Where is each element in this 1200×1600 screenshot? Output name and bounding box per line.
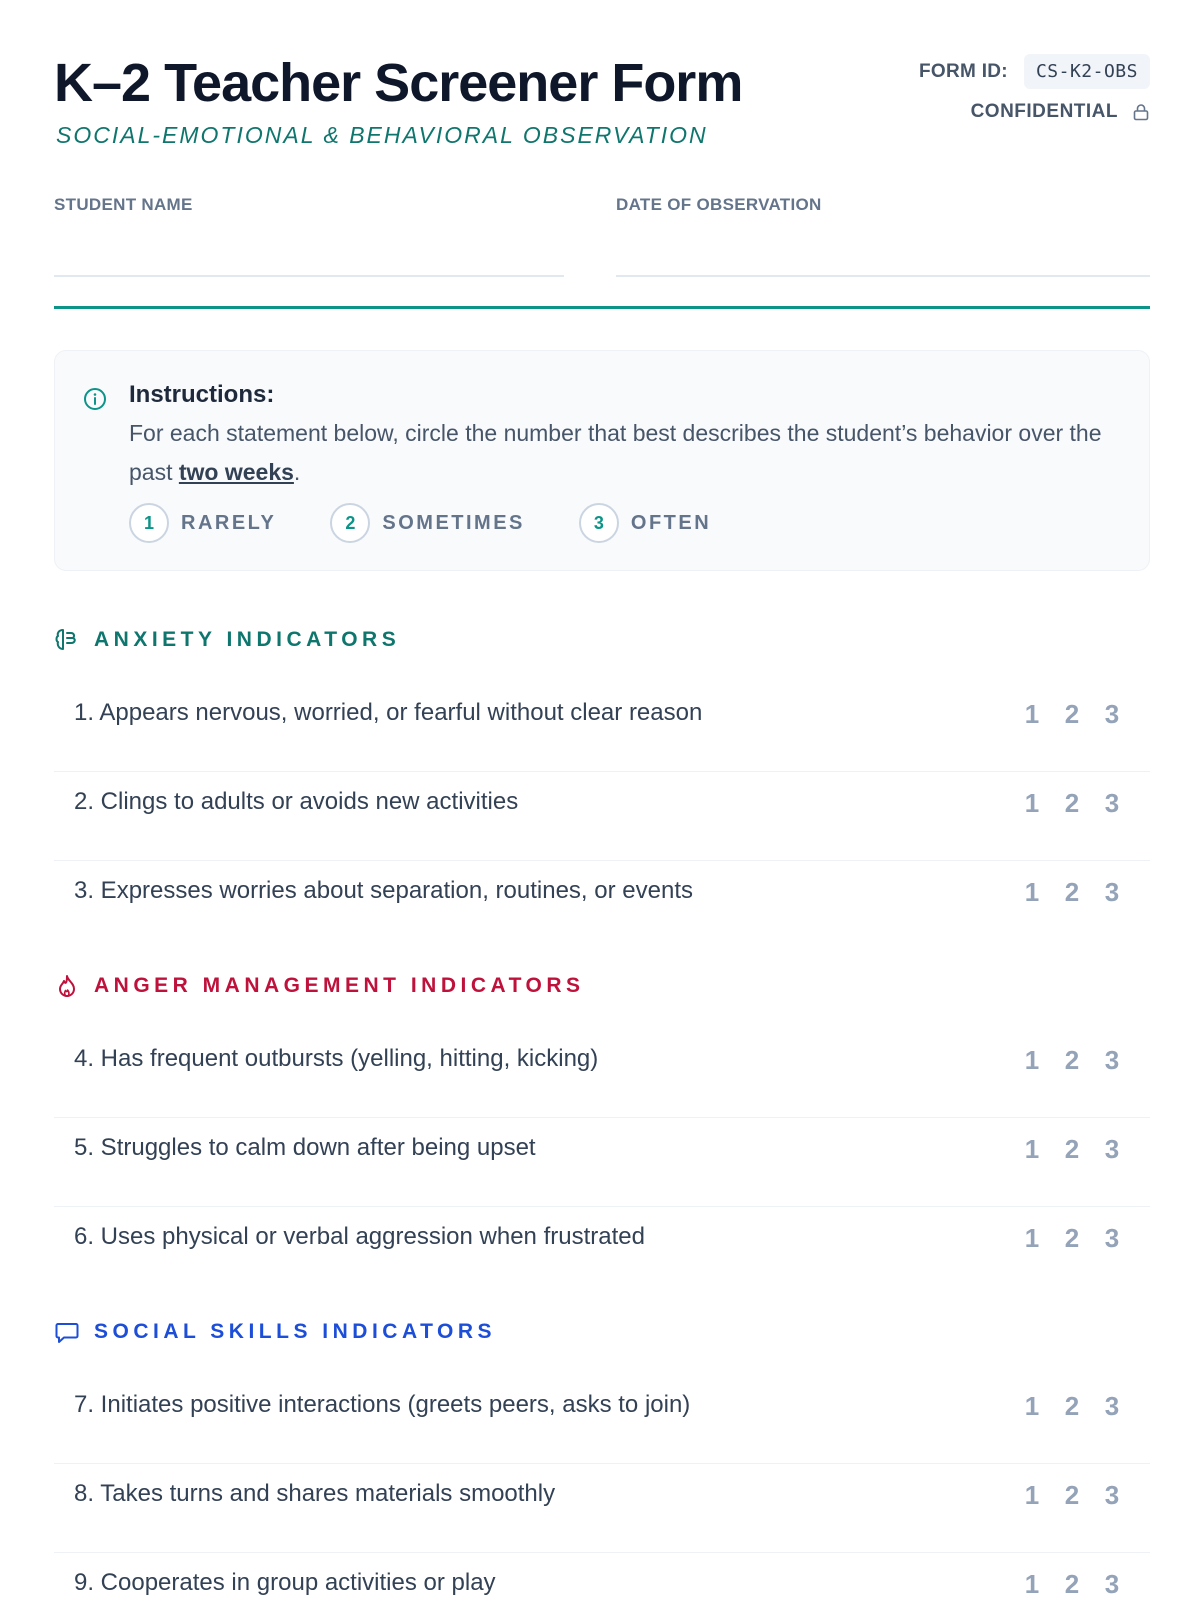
student-name-field[interactable] — [54, 195, 564, 215]
form-id-value: CS-K2-OBS — [1024, 54, 1150, 89]
question-text: 3. Expresses worries about separation, routines, or events — [74, 877, 693, 904]
instructions-title: Instructions: — [129, 381, 275, 408]
brain-icon — [54, 627, 80, 653]
scale-label: OFTEN — [630, 511, 712, 534]
rating-options — [1012, 877, 1132, 908]
rating-options — [1012, 788, 1132, 819]
rating-2[interactable]: 2 — [1064, 788, 1080, 818]
confidential-label: CONFIDENTIAL — [970, 101, 1118, 122]
question-text: 8. Takes turns and shares materials smoothly — [74, 1480, 556, 1507]
page-subtitle: SOCIAL-EMOTIONAL & BEHAVIORAL OBSERVATION — [56, 122, 708, 148]
question-row — [54, 1207, 1150, 1295]
lock-icon — [1132, 103, 1150, 121]
question-row — [54, 1118, 1150, 1207]
section-title: ANGER MANAGEMENT INDICATORS — [94, 974, 585, 997]
question-row — [54, 683, 1150, 772]
rating-3[interactable]: 3 — [1104, 1569, 1120, 1599]
rating-3[interactable]: 3 — [1104, 1391, 1120, 1421]
section-header-social — [54, 1319, 496, 1345]
rating-3[interactable]: 3 — [1104, 699, 1120, 729]
scale-item-rarely — [129, 503, 276, 543]
rating-options — [1012, 1223, 1132, 1254]
question-row — [54, 861, 1150, 949]
question-row — [54, 1464, 1150, 1553]
rating-options — [1012, 1569, 1132, 1600]
chat-bubble-icon — [54, 1319, 80, 1345]
scale-item-often — [579, 503, 711, 543]
question-row — [54, 1553, 1150, 1600]
rating-2[interactable]: 2 — [1064, 1223, 1080, 1253]
question-text: 1. Appears nervous, worried, or fearful without clear reason — [74, 699, 703, 726]
question-text: 2. Clings to adults or avoids new activities — [74, 788, 519, 815]
rating-1[interactable]: 1 — [1024, 877, 1040, 907]
rating-2[interactable]: 2 — [1064, 699, 1080, 729]
rating-1[interactable]: 1 — [1024, 1569, 1040, 1599]
form-id — [919, 54, 1150, 89]
question-row — [54, 772, 1150, 861]
rating-2[interactable]: 2 — [1064, 1480, 1080, 1510]
question-text: 4. Has frequent outbursts (yelling, hitting, kicking) — [74, 1045, 599, 1072]
rating-options — [1012, 1480, 1132, 1511]
instructions-emphasis: two weeks — [178, 459, 294, 485]
question-text: 7. Initiates positive interactions (greets peers, asks to join) — [74, 1391, 691, 1418]
section-title: SOCIAL SKILLS INDICATORS — [94, 1320, 497, 1343]
instructions-text-after: . — [293, 459, 301, 485]
rating-1[interactable]: 1 — [1024, 788, 1040, 818]
rating-2[interactable]: 2 — [1064, 1134, 1080, 1164]
date-label: DATE OF OBSERVATION — [616, 195, 822, 214]
date-line — [616, 275, 1150, 277]
rating-3[interactable]: 3 — [1104, 1134, 1120, 1164]
question-row — [54, 1029, 1150, 1118]
scale-number: 3 — [579, 503, 619, 543]
section-title: ANXIETY INDICATORS — [94, 628, 401, 651]
rating-options — [1012, 1391, 1132, 1422]
rating-options — [1012, 699, 1132, 730]
rating-1[interactable]: 1 — [1024, 1134, 1040, 1164]
form-id-label: FORM ID: — [919, 60, 1008, 82]
scale-label: SOMETIMES — [382, 511, 525, 534]
student-name-label: STUDENT NAME — [54, 195, 193, 214]
section-header-anger — [54, 973, 585, 999]
page-title: K–2 Teacher Screener Form — [54, 53, 743, 113]
instructions-box — [54, 350, 1150, 571]
question-row — [54, 1375, 1150, 1464]
rating-1[interactable]: 1 — [1024, 1480, 1040, 1510]
question-text: 6. Uses physical or verbal aggression when frustrated — [74, 1223, 645, 1250]
form-meta — [919, 54, 1150, 123]
rating-options — [1012, 1134, 1132, 1165]
scale-item-sometimes — [330, 503, 525, 543]
rating-options — [1012, 1045, 1132, 1076]
rating-3[interactable]: 3 — [1104, 788, 1120, 818]
rating-1[interactable]: 1 — [1024, 699, 1040, 729]
question-text: 9. Cooperates in group activities or play — [74, 1569, 496, 1596]
scale-label: RARELY — [181, 511, 277, 534]
date-field[interactable] — [616, 195, 1150, 215]
rating-2[interactable]: 2 — [1064, 877, 1080, 907]
rating-3[interactable]: 3 — [1104, 1045, 1120, 1075]
question-text: 5. Struggles to calm down after being upset — [74, 1134, 536, 1161]
rating-1[interactable]: 1 — [1024, 1223, 1040, 1253]
rating-3[interactable]: 3 — [1104, 1223, 1120, 1253]
instructions-text-before: For each statement below, circle the number that best describes the student’s behavior over the past — [129, 420, 1102, 485]
scale-number: 1 — [129, 503, 169, 543]
rating-1[interactable]: 1 — [1024, 1391, 1040, 1421]
rating-2[interactable]: 2 — [1064, 1045, 1080, 1075]
info-icon — [83, 387, 107, 411]
rating-2[interactable]: 2 — [1064, 1391, 1080, 1421]
rating-3[interactable]: 3 — [1104, 1480, 1120, 1510]
flame-icon — [54, 973, 80, 999]
header-divider — [54, 306, 1150, 309]
rating-1[interactable]: 1 — [1024, 1045, 1040, 1075]
section-header-anxiety — [54, 627, 400, 653]
rating-2[interactable]: 2 — [1064, 1569, 1080, 1599]
student-name-line — [54, 275, 564, 277]
instructions-text — [129, 414, 1119, 492]
scale-number: 2 — [330, 503, 370, 543]
confidential-badge — [919, 101, 1150, 123]
rating-scale-legend — [129, 503, 765, 543]
rating-3[interactable]: 3 — [1104, 877, 1120, 907]
